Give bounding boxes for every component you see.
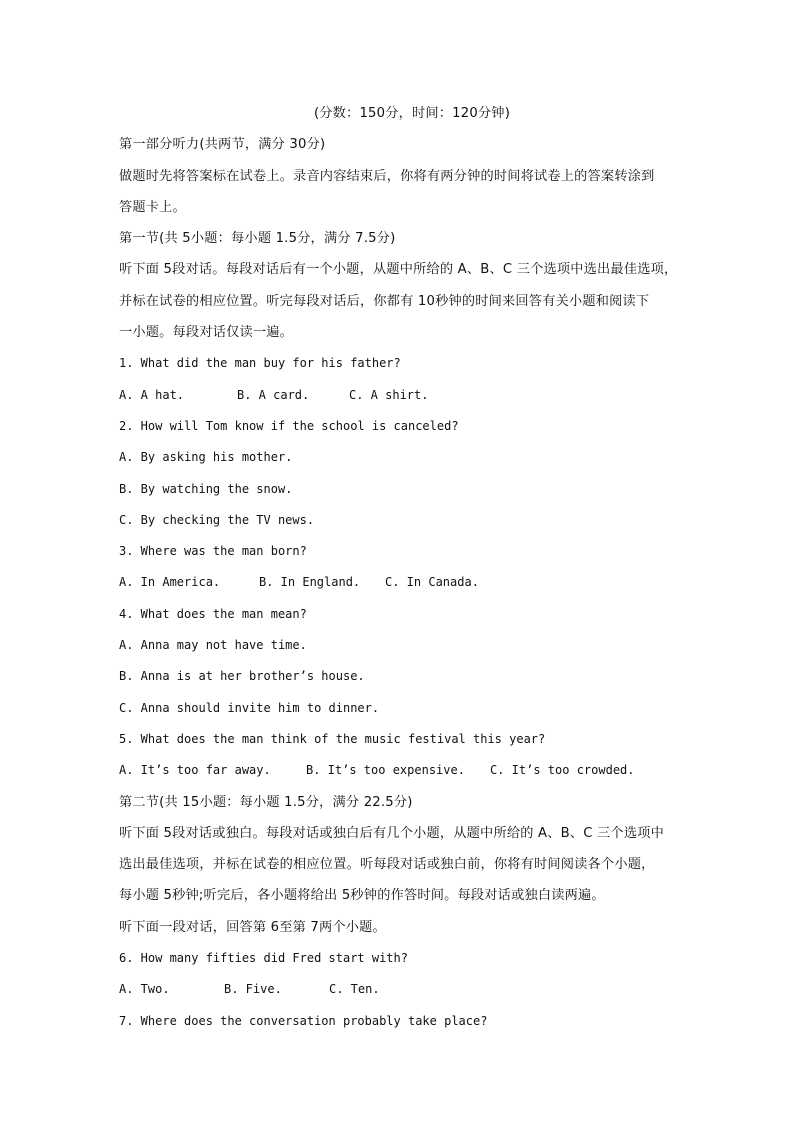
option-b: B. In England. bbox=[259, 575, 361, 590]
question-2-option-b: B. By watching the snow. bbox=[119, 481, 293, 496]
option-a: A. A hat. bbox=[119, 387, 185, 402]
option-a: A. It’s too far away. bbox=[119, 763, 271, 778]
option-c: C. Ten. bbox=[329, 982, 380, 997]
section1-instruction-line2: 并标在试卷的相应位置。听完每段对话后，你都有 10秒钟的时间来回答有关小题和阅读下 bbox=[119, 293, 650, 309]
option-b: B. Five. bbox=[224, 982, 282, 997]
option-a: A. Two. bbox=[119, 982, 170, 997]
part1-title: 第一部分听力(共两节，满分 30分) bbox=[119, 137, 326, 153]
dialogue-intro: 听下面一段对话，回答第 6至第 7两个小题。 bbox=[119, 919, 386, 935]
question-5-options bbox=[119, 755, 679, 786]
option-c: C. In Canada. bbox=[385, 575, 479, 590]
option-b: B. A card. bbox=[237, 387, 310, 402]
question-4: 4. What does the man mean? bbox=[119, 606, 307, 621]
question-1-options bbox=[119, 380, 679, 411]
section1-title: 第一节(共 5小题：每小题 1.5分，满分 7.5分) bbox=[119, 231, 396, 247]
section2-instruction-line1: 听下面 5段对话或独白。每段对话或独白后有几个小题，从题中所给的 A、B、C 三个选项中 bbox=[119, 825, 664, 841]
section2-instruction-line2: 选出最佳选项，并标在试卷的相应位置。听每段对话或独白前，你将有时间阅读各个小题， bbox=[119, 857, 655, 873]
option-b: B. It’s too expensive. bbox=[306, 763, 465, 778]
section2-title: 第二节(共 15小题：每小题 1.5分，满分 22.5分) bbox=[119, 794, 413, 810]
option-c: C. A shirt. bbox=[349, 387, 429, 402]
question-3-options bbox=[119, 567, 679, 598]
question-4-option-a: A. Anna may not have time. bbox=[119, 638, 307, 653]
question-2-option-c: C. By checking the TV news. bbox=[119, 512, 315, 527]
part1-instruction-line2: 答题卡上。 bbox=[119, 199, 186, 215]
question-3: 3. Where was the man born? bbox=[119, 544, 307, 559]
option-a: A. In America. bbox=[119, 575, 221, 590]
question-6: 6. How many fifties did Fred start with? bbox=[119, 951, 408, 966]
question-4-option-c: C. Anna should invite him to dinner. bbox=[119, 700, 380, 715]
exam-header: (分数：150分，时间：120分钟) bbox=[313, 106, 511, 121]
question-5: 5. What does the man think of the music festival this year? bbox=[119, 731, 546, 746]
question-6-options bbox=[119, 974, 679, 1005]
option-c: C. It’s too crowded. bbox=[490, 763, 635, 778]
section1-instruction-line3: 一小题。每段对话仅读一遍。 bbox=[119, 325, 294, 341]
part1-instruction-line1: 做题时先将答案标在试卷上。录音内容结束后，你将有两分钟的时间将试卷上的答案转涂到 bbox=[119, 168, 655, 184]
question-1: 1. What did the man buy for his father? bbox=[119, 356, 401, 371]
section2-instruction-line3: 每小题 5秒钟;听完后，各小题将给出 5秒钟的作答时间。每段对话或独白读两遍。 bbox=[119, 888, 605, 904]
exam-page bbox=[119, 98, 679, 1037]
question-4-option-b: B. Anna is at her brother’s house. bbox=[119, 669, 365, 684]
question-2-option-a: A. By asking his mother. bbox=[119, 450, 293, 465]
question-7: 7. Where does the conversation probably take place? bbox=[119, 1013, 488, 1028]
question-2: 2. How will Tom know if the school is canceled? bbox=[119, 418, 459, 433]
section1-instruction-line1: 听下面 5段对话。每段对话后有一个小题，从题中所给的 A、B、C 三个选项中选出最佳选项， bbox=[119, 262, 678, 278]
